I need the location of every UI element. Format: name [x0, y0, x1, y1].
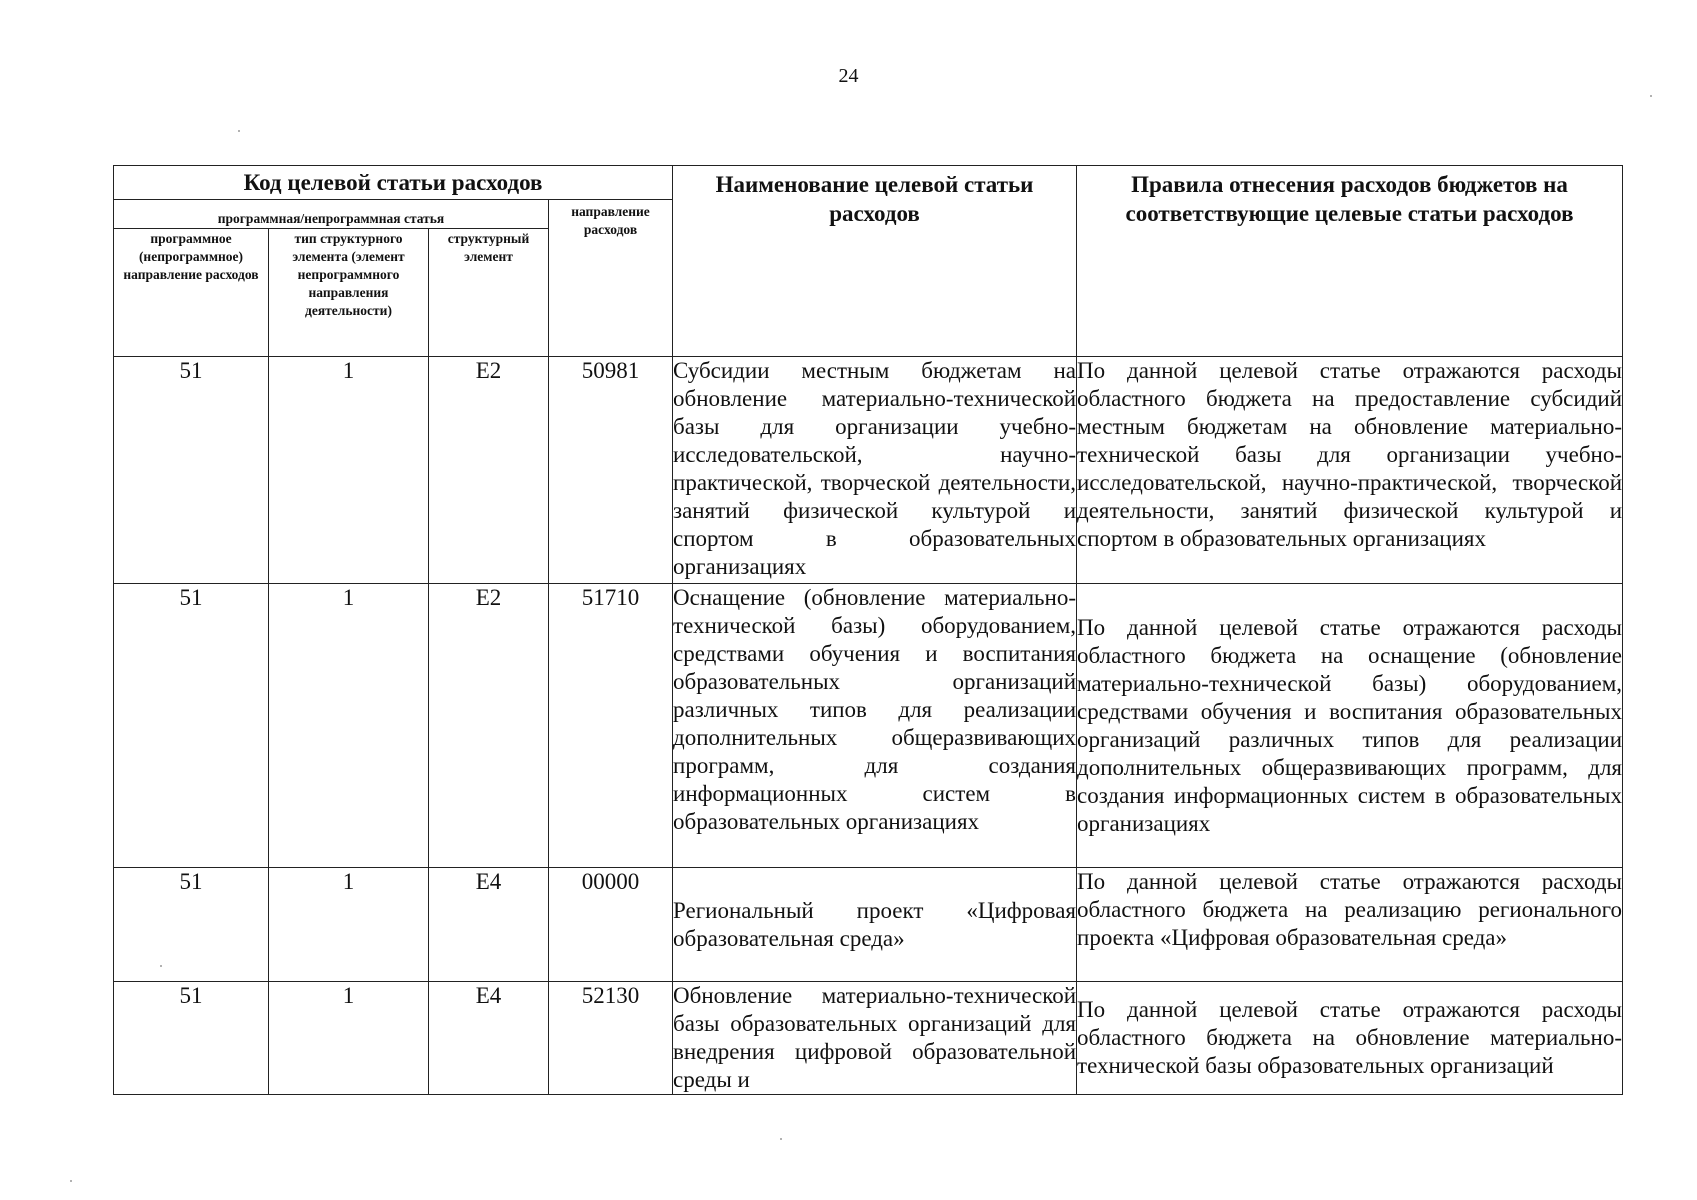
target-articles-table	[113, 165, 1623, 1095]
header-structural-type: тип структурного элемента (элемент непрограммного направления деятельности)	[269, 229, 429, 357]
table-row	[114, 357, 1623, 584]
article-name-cell: Обновление материально-технической базы образовательных организаций для внедрения цифровой образовательной среды и	[673, 982, 1077, 1095]
table-row	[114, 584, 1623, 868]
header-program-group: программная/непрограммная статья	[114, 200, 549, 229]
header-structural-element: структурный элемент	[429, 229, 549, 357]
direction-code-cell: 52130	[549, 982, 673, 1095]
element-code-cell: Е2	[429, 584, 549, 868]
header-name: Наименование целевой статьи расходов	[673, 166, 1077, 357]
element-code-cell: Е4	[429, 868, 549, 982]
program-code-cell: 51	[114, 357, 269, 584]
direction-code-cell: 00000	[549, 868, 673, 982]
header-code-group: Код целевой статьи расходов	[114, 166, 673, 200]
program-code-cell: 51	[114, 868, 269, 982]
type-code-cell: 1	[269, 357, 429, 584]
article-rule-cell: По данной целевой статье отражаются расходы областного бюджета на обновление материально-технической базы образовательных организаций	[1077, 982, 1623, 1095]
header-direction: направление расходов	[549, 200, 673, 357]
table-row	[114, 982, 1623, 1095]
header-program-direction: программное (непрограммное) направление расходов	[114, 229, 269, 357]
direction-code-cell: 50981	[549, 357, 673, 584]
element-code-cell: Е2	[429, 357, 549, 584]
type-code-cell: 1	[269, 982, 429, 1095]
direction-code-cell: 51710	[549, 584, 673, 868]
scan-speck	[238, 130, 240, 132]
article-rule-cell: По данной целевой статье отражаются расходы областного бюджета на реализацию регионального проекта «Цифровая образовательная среда»	[1077, 868, 1623, 982]
article-name-cell: Региональный проект «Цифровая образовательная среда»	[673, 868, 1077, 982]
article-name-cell: Субсидии местным бюджетам на обновление материально-технической базы для организации учебно-исследовательской, научно-практической, творческой деятельности, занятий физической культурой и спортом в образовательных организациях	[673, 357, 1077, 584]
article-rule-cell: По данной целевой статье отражаются расходы областного бюджета на оснащение (обновление материально-технической базы) оборудованием, средствами обучения и воспитания образовательных организаций различных типов для реализации дополнительных общеразвивающих программ, для создания информационных систем в образовательных организациях	[1077, 584, 1623, 868]
type-code-cell: 1	[269, 584, 429, 868]
scan-speck	[1650, 95, 1652, 97]
article-rule-cell: По данной целевой статье отражаются расходы областного бюджета на предоставление субсидий местным бюджетам на обновление материально-технической базы для организации учебно-исследовательской, научно-практической, творческой деятельности, занятий физической культурой и спортом в образовательных организациях	[1077, 357, 1623, 584]
table-body	[114, 357, 1623, 1095]
header-rules: Правила отнесения расходов бюджетов на соответствующие целевые статьи расходов	[1077, 166, 1623, 357]
table-header	[114, 166, 1623, 357]
type-code-cell: 1	[269, 868, 429, 982]
scan-speck	[780, 1138, 782, 1140]
element-code-cell: Е4	[429, 982, 549, 1095]
article-name-cell: Оснащение (обновление материально-технической базы) оборудованием, средствами обучения и воспитания образовательных организаций различных типов для реализации дополнительных общеразвивающих программ, для создания информационных систем в образовательных организациях	[673, 584, 1077, 868]
scan-speck	[70, 1180, 72, 1182]
page-number: 24	[838, 65, 859, 87]
program-code-cell: 51	[114, 584, 269, 868]
table-row	[114, 868, 1623, 982]
program-code-cell: 51	[114, 982, 269, 1095]
